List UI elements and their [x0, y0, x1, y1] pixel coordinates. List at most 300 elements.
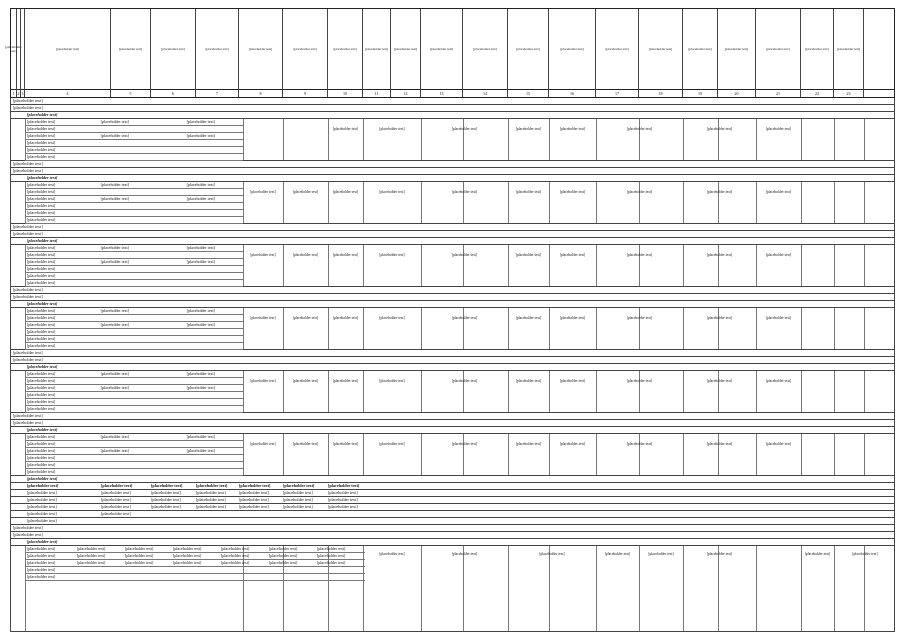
column-divider	[834, 245, 835, 286]
project-block	[10, 434, 895, 476]
funding-amount: [placeholder text]	[100, 385, 129, 390]
project-detail-cell: [placeholder text]	[332, 127, 359, 131]
header-cell: [placeholder text]	[328, 9, 363, 91]
document-sheet	[5, 8, 895, 632]
project-detail-cell: [placeholder text]	[250, 190, 276, 194]
project-detail-cell: [placeholder text]	[451, 253, 478, 257]
project-detail-cell: [placeholder text]	[379, 379, 405, 383]
section-band: [placeholder text]	[10, 476, 895, 483]
column-divider	[718, 546, 719, 631]
column-divider	[243, 308, 244, 349]
summary-value: [placeholder text]	[328, 497, 358, 502]
funding-source-label: [placeholder text]	[27, 273, 56, 278]
column-divider	[683, 308, 684, 349]
table-header	[5, 8, 895, 90]
column-divider	[801, 119, 802, 160]
project-block	[10, 371, 895, 413]
project-detail-cell: [placeholder text]	[292, 379, 319, 383]
project-detail-cell: [placeholder text]	[648, 552, 674, 556]
column-divider	[283, 245, 284, 286]
funding-row	[25, 399, 243, 406]
funding-source-label: [placeholder text]	[27, 343, 56, 348]
funding-source-label: [placeholder text]	[27, 329, 56, 334]
funding-source-label: [placeholder text]	[27, 196, 56, 201]
funding-amount: [placeholder text]	[77, 560, 106, 565]
project-detail-cell: [placeholder text]	[604, 552, 631, 556]
funding-row	[25, 182, 243, 189]
funding-amount: [placeholder text]	[186, 196, 215, 201]
funding-amount: [placeholder text]	[186, 448, 215, 453]
header-cell: [placeholder text]	[718, 9, 756, 91]
funding-row	[25, 378, 243, 385]
column-divider	[421, 434, 422, 475]
funding-row	[25, 406, 243, 413]
project-detail-cell: [placeholder text]	[515, 127, 542, 131]
column-number: 8	[239, 90, 283, 97]
column-divider	[864, 245, 865, 286]
summary-label: [placeholder text]	[27, 483, 59, 488]
funding-amount: [placeholder text]	[221, 553, 250, 558]
column-number: 21	[756, 90, 801, 97]
project-detail-cell: [placeholder text]	[332, 253, 359, 257]
funding-amount: [placeholder text]	[186, 308, 215, 313]
column-divider	[283, 119, 284, 160]
funding-source-label: [placeholder text]	[27, 189, 56, 194]
summary-value: [placeholder text]	[283, 497, 313, 502]
funding-amount: [placeholder text]	[77, 553, 106, 558]
column-divider	[756, 434, 757, 475]
project-detail-cell: [placeholder text]	[451, 552, 478, 556]
project-detail-cell: [placeholder text]	[332, 379, 359, 383]
funding-source-label: [placeholder text]	[27, 322, 56, 327]
section-band: [placeholder text]	[10, 427, 895, 434]
section-band: [placeholder text]	[10, 350, 895, 357]
funding-row	[25, 189, 243, 196]
funding-source-label: [placeholder text]	[27, 252, 56, 257]
column-divider	[801, 182, 802, 223]
project-detail-cell: [placeholder text]	[250, 316, 276, 320]
funding-row	[25, 196, 243, 203]
funding-row	[25, 133, 243, 140]
project-detail-cell: [placeholder text]	[451, 379, 478, 383]
column-divider	[683, 546, 684, 631]
funding-source-label: [placeholder text]	[27, 280, 56, 285]
column-divider	[549, 434, 550, 475]
column-divider	[756, 119, 757, 160]
summary-value: [placeholder text]	[283, 483, 315, 488]
funding-amount: [placeholder text]	[186, 119, 215, 124]
funding-source-label: [placeholder text]	[27, 448, 56, 453]
column-divider	[864, 182, 865, 223]
column-divider	[718, 119, 719, 160]
project-detail-cell: [placeholder text]	[852, 552, 878, 556]
funding-amount: [placeholder text]	[186, 245, 215, 250]
summary-value: [placeholder text]	[101, 504, 131, 509]
column-divider	[639, 119, 640, 160]
funding-row	[25, 567, 365, 574]
project-detail-cell: [placeholder text]	[559, 253, 586, 257]
project-detail-cell: [placeholder text]	[559, 442, 586, 446]
column-divider	[243, 119, 244, 160]
column-divider	[596, 546, 597, 631]
project-detail-cell: [placeholder text]	[559, 316, 586, 320]
column-divider	[463, 371, 464, 412]
column-divider	[283, 182, 284, 223]
section-band: [placeholder text]	[10, 175, 895, 182]
funding-source-label: [placeholder text]	[27, 462, 56, 467]
funding-amount: [placeholder text]	[186, 182, 215, 187]
column-number: 23	[834, 90, 864, 97]
header-cell: [placeholder text]	[196, 9, 239, 91]
column-divider	[834, 182, 835, 223]
funding-source-label: [placeholder text]	[27, 371, 56, 376]
column-number: 22	[801, 90, 834, 97]
section-band: [placeholder text]	[10, 224, 895, 231]
summary-value: [placeholder text]	[101, 483, 133, 488]
funding-source-label: [placeholder text]	[27, 385, 56, 390]
summary-value: [placeholder text]	[239, 483, 271, 488]
column-divider	[596, 434, 597, 475]
section-band: [placeholder text]	[10, 532, 895, 539]
header-cell: [placeholder text]	[596, 9, 639, 91]
funding-amount: [placeholder text]	[100, 308, 129, 313]
funding-row	[25, 119, 243, 126]
project-detail-cell: [placeholder text]	[515, 379, 542, 383]
project-detail-cell: [placeholder text]	[765, 253, 792, 257]
funding-amount: [placeholder text]	[100, 448, 129, 453]
funding-source-label: [placeholder text]	[27, 406, 56, 411]
project-detail-cell: [placeholder text]	[626, 190, 653, 194]
funding-row	[25, 546, 365, 553]
funding-amount: [placeholder text]	[186, 322, 215, 327]
project-detail-cell: [placeholder text]	[706, 379, 733, 383]
column-divider	[718, 371, 719, 412]
column-number-row	[10, 90, 895, 98]
project-detail-cell: [placeholder text]	[804, 552, 831, 556]
summary-value: [placeholder text]	[196, 490, 226, 495]
project-detail-cell: [placeholder text]	[765, 127, 792, 131]
section-band: [placeholder text]	[10, 301, 895, 308]
summary-row	[10, 511, 895, 518]
funding-amount: [placeholder text]	[100, 119, 129, 124]
section-band: [placeholder text]	[10, 287, 895, 294]
column-number: 18	[639, 90, 683, 97]
column-divider	[801, 245, 802, 286]
column-divider	[756, 371, 757, 412]
funding-amount: [placeholder text]	[125, 553, 154, 558]
column-divider	[283, 371, 284, 412]
funding-source-label: [placeholder text]	[27, 147, 56, 152]
column-divider	[549, 546, 550, 631]
project-detail-cell: [placeholder text]	[379, 552, 405, 556]
column-divider	[328, 434, 329, 475]
column-divider	[801, 371, 802, 412]
project-detail-cell: [placeholder text]	[626, 442, 653, 446]
funding-amount: [placeholder text]	[221, 560, 250, 565]
column-number: 2	[17, 91, 20, 96]
column-divider	[421, 371, 422, 412]
funding-source-label: [placeholder text]	[27, 336, 56, 341]
funding-amount: [placeholder text]	[317, 560, 346, 565]
funding-source-label: [placeholder text]	[27, 567, 56, 572]
funding-row	[25, 434, 243, 441]
column-number: 13	[421, 90, 463, 97]
section-band: [placeholder text]	[10, 238, 895, 245]
project-detail-cell: [placeholder text]	[332, 442, 359, 446]
column-divider	[683, 371, 684, 412]
funding-row	[25, 371, 243, 378]
column-divider	[864, 546, 865, 631]
project-block	[10, 308, 895, 350]
header-cell: [placeholder text]	[756, 9, 801, 91]
funding-row	[25, 210, 243, 217]
column-number: 4	[25, 90, 111, 97]
project-detail-cell: [placeholder text]	[379, 127, 405, 131]
project-detail-cell: [placeholder text]	[451, 127, 478, 131]
column-divider	[243, 245, 244, 286]
header-cell: [placeholder text]	[834, 9, 864, 91]
project-detail-cell: [placeholder text]	[765, 442, 792, 446]
summary-value: [placeholder text]	[101, 497, 131, 502]
funding-row	[25, 266, 243, 273]
summary-value: [placeholder text]	[283, 504, 313, 509]
funding-amount: [placeholder text]	[269, 546, 298, 551]
funding-amount: [placeholder text]	[100, 434, 129, 439]
funding-amount: [placeholder text]	[173, 560, 202, 565]
column-number: 20	[718, 90, 756, 97]
header-cell: [placeholder text]	[25, 9, 111, 91]
column-divider	[463, 119, 464, 160]
project-detail-cell: [placeholder text]	[379, 253, 405, 257]
column-divider	[864, 434, 865, 475]
funding-amount: [placeholder text]	[100, 259, 129, 264]
column-number: 6	[151, 90, 196, 97]
column-divider	[596, 308, 597, 349]
header-cell: [placeholder text]	[639, 9, 683, 91]
summary-row	[10, 483, 895, 490]
section-band: [placeholder text]	[10, 525, 895, 532]
header-cell: [placeholder text]	[363, 9, 391, 91]
funding-row	[25, 455, 243, 462]
funding-source-label: [placeholder text]	[27, 378, 56, 383]
summary-value: [placeholder text]	[196, 483, 228, 488]
summary-label: [placeholder text]	[27, 504, 57, 509]
column-divider	[756, 182, 757, 223]
header-cell: [placeholder text]	[508, 9, 549, 91]
funding-amount: [placeholder text]	[186, 434, 215, 439]
funding-row	[25, 245, 243, 252]
funding-row	[25, 252, 243, 259]
summary-value: [placeholder text]	[328, 483, 360, 488]
header-cell: [placeholder text]	[151, 9, 196, 91]
project-detail-cell: [placeholder text]	[451, 190, 478, 194]
funding-amount: [placeholder text]	[173, 553, 202, 558]
header-cell: [placeholder text]	[463, 9, 508, 91]
column-divider	[834, 371, 835, 412]
funding-row	[25, 336, 243, 343]
funding-amount: [placeholder text]	[100, 322, 129, 327]
funding-source-label: [placeholder text]	[27, 259, 56, 264]
summary-value: [placeholder text]	[101, 490, 131, 495]
summary-value: [placeholder text]	[151, 497, 181, 502]
project-detail-cell: [placeholder text]	[332, 316, 359, 320]
funding-source-label: [placeholder text]	[27, 315, 56, 320]
funding-row	[25, 315, 243, 322]
project-detail-cell: [placeholder text]	[706, 127, 733, 131]
header-cell: [placeholder text]	[11, 9, 17, 91]
column-divider	[596, 371, 597, 412]
column-divider	[718, 434, 719, 475]
column-number: 1	[11, 90, 17, 97]
column-divider	[243, 434, 244, 475]
section-band: [placeholder text]	[10, 420, 895, 427]
summary-row	[10, 497, 895, 504]
column-number: 15	[508, 90, 549, 97]
column-divider	[834, 434, 835, 475]
funding-amount: [placeholder text]	[317, 553, 346, 558]
column-divider	[596, 182, 597, 223]
column-divider	[549, 371, 550, 412]
project-detail-cell: [placeholder text]	[706, 552, 733, 556]
summary-label: [placeholder text]	[27, 518, 57, 523]
column-divider	[756, 546, 757, 631]
project-detail-cell: [placeholder text]	[539, 552, 565, 556]
column-divider	[328, 182, 329, 223]
funding-row	[25, 469, 243, 476]
section-band: [placeholder text]	[10, 364, 895, 371]
funding-amount: [placeholder text]	[317, 546, 346, 551]
project-detail-cell: [placeholder text]	[451, 316, 478, 320]
summary-value: [placeholder text]	[196, 497, 226, 502]
column-divider	[801, 434, 802, 475]
funding-amount: [placeholder text]	[100, 371, 129, 376]
column-divider	[363, 434, 364, 475]
column-divider	[421, 308, 422, 349]
funding-row	[25, 560, 365, 567]
funding-amount: [placeholder text]	[100, 196, 129, 201]
column-divider	[508, 371, 509, 412]
funding-row	[25, 203, 243, 210]
project-detail-cell: [placeholder text]	[626, 253, 653, 257]
column-divider	[363, 119, 364, 160]
funding-amount: [placeholder text]	[269, 553, 298, 558]
project-block	[10, 245, 895, 287]
column-divider	[463, 434, 464, 475]
funding-source-label: [placeholder text]	[27, 308, 56, 313]
column-divider	[463, 308, 464, 349]
column-divider	[683, 434, 684, 475]
funding-row	[25, 392, 243, 399]
column-divider	[421, 119, 422, 160]
summary-value: [placeholder text]	[239, 497, 269, 502]
funding-source-label: [placeholder text]	[27, 553, 56, 558]
project-detail-cell: [placeholder text]	[626, 316, 653, 320]
column-divider	[328, 119, 329, 160]
funding-source-label: [placeholder text]	[27, 210, 56, 215]
project-detail-cell: [placeholder text]	[292, 253, 319, 257]
column-number: 12	[391, 90, 421, 97]
project-detail-cell: [placeholder text]	[706, 253, 733, 257]
project-detail-cell: [placeholder text]	[706, 316, 733, 320]
project-detail-cell: [placeholder text]	[332, 190, 359, 194]
column-number: 5	[111, 90, 151, 97]
header-cell: [placeholder text]	[391, 9, 421, 91]
column-divider	[864, 308, 865, 349]
funding-row	[25, 462, 243, 469]
summary-value: [placeholder text]	[328, 490, 358, 495]
funding-row	[25, 553, 365, 560]
summary-value: [placeholder text]	[151, 483, 183, 488]
funding-amount: [placeholder text]	[186, 133, 215, 138]
section-band: [placeholder text]	[10, 161, 895, 168]
header-cell: [placeholder text]	[549, 9, 596, 91]
summary-value: [placeholder text]	[196, 504, 226, 509]
funding-source-label: [placeholder text]	[27, 392, 56, 397]
column-divider	[683, 119, 684, 160]
column-divider	[639, 245, 640, 286]
funding-row	[25, 441, 243, 448]
funding-amount: [placeholder text]	[186, 385, 215, 390]
column-divider	[639, 546, 640, 631]
funding-source-label: [placeholder text]	[27, 133, 56, 138]
project-detail-cell: [placeholder text]	[292, 190, 319, 194]
section-band: [placeholder text]	[10, 357, 895, 364]
column-divider	[639, 434, 640, 475]
funding-amount: [placeholder text]	[221, 546, 250, 551]
funding-source-label: [placeholder text]	[27, 546, 56, 551]
column-number: 7	[196, 90, 239, 97]
column-divider	[463, 182, 464, 223]
column-divider	[864, 371, 865, 412]
column-divider	[421, 546, 422, 631]
funding-source-label: [placeholder text]	[27, 119, 56, 124]
funding-source-label: [placeholder text]	[27, 203, 56, 208]
funding-row	[25, 343, 243, 350]
project-detail-cell: [placeholder text]	[515, 316, 542, 320]
summary-label: [placeholder text]	[27, 497, 57, 502]
summary-value: [placeholder text]	[283, 490, 313, 495]
project-detail-cell: [placeholder text]	[379, 442, 405, 446]
project-detail-cell: [placeholder text]	[559, 127, 586, 131]
funding-amount: [placeholder text]	[173, 546, 202, 551]
project-detail-cell: [placeholder text]	[765, 379, 792, 383]
funding-amount: [placeholder text]	[100, 245, 129, 250]
column-divider	[683, 245, 684, 286]
funding-row	[25, 448, 243, 455]
column-divider	[639, 182, 640, 223]
funding-source-label: [placeholder text]	[27, 469, 56, 474]
column-number: 17	[596, 90, 639, 97]
funding-row	[25, 385, 243, 392]
funding-amount: [placeholder text]	[269, 560, 298, 565]
funding-row	[25, 273, 243, 280]
column-number: 19	[683, 90, 718, 97]
column-divider	[363, 182, 364, 223]
column-divider	[328, 371, 329, 412]
project-detail-cell: [placeholder text]	[765, 316, 792, 320]
column-divider	[363, 245, 364, 286]
column-divider	[834, 546, 835, 631]
column-divider	[801, 308, 802, 349]
project-detail-cell: [placeholder text]	[559, 379, 586, 383]
section-band: [placeholder text]	[10, 294, 895, 301]
project-detail-cell: [placeholder text]	[451, 442, 478, 446]
project-block	[10, 182, 895, 224]
column-divider	[328, 245, 329, 286]
funding-source-label: [placeholder text]	[27, 455, 56, 460]
funding-source-label: [placeholder text]	[27, 266, 56, 271]
summary-value: [placeholder text]	[239, 490, 269, 495]
